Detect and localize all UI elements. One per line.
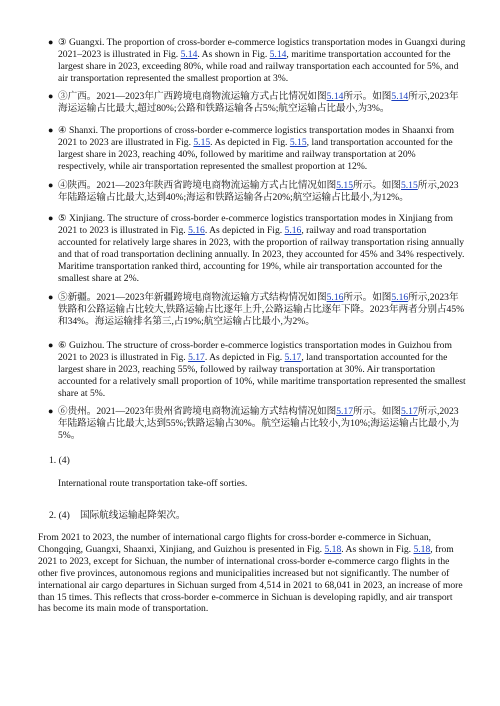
figure-link[interactable]: 5.14 xyxy=(326,91,344,102)
paragraph-text: ⑥贵州。2021—2023年贵州省跨境电商物流运输方式结构情况如图 xyxy=(58,406,337,417)
figure-link[interactable]: 5.14 xyxy=(391,91,409,102)
paragraph-text: ④ Shanxi. The proportions of cross-border e-commerce logistics transportation modes in Shaanxi from 2021 to 2023 are illustrated in Fig. xyxy=(58,125,455,148)
numbered-heading: 1. (4) xyxy=(49,455,70,466)
list-item xyxy=(48,340,466,400)
paragraph-text: ⑤ Xinjiang. The structure of cross-border e-commerce logistics transportation modes in Xinjiang from 2021 to 2023 is illustrated in Fig. xyxy=(58,213,454,236)
paragraph-text: . As depicted in Fig. xyxy=(204,351,285,363)
bullet-dot-icon: ● xyxy=(48,340,54,350)
list-item xyxy=(48,292,466,328)
body-paragraph xyxy=(38,532,466,615)
bullet-dot-icon: ● xyxy=(48,292,54,302)
paragraph-text: 所示,2023年铁路和公路运输占比较大,铁路运输占比逐年上升,公路运输占比逐年下降。2023年两者分别占45%和34%。海运运输排名第三,占19%;航空运输占比最小,为2%。 xyxy=(58,292,465,327)
paragraph-text: , land transportation accounted for the largest share in 2023, reaching 40%, followed by maritime and railway transportation at 20% respectively, while air transportation represented the smallest proportion at 12%. xyxy=(58,136,453,172)
paragraph-text: . As depicted in Fig. xyxy=(204,224,285,236)
paragraph-text: 所示,2023年海运运输占比最大,超过80%;公路和铁路运输各占5%;航空运输占比最小,为3%。 xyxy=(58,91,459,114)
bullet-dot-icon: ● xyxy=(48,91,54,101)
list-item xyxy=(48,37,466,85)
bullet-dot-icon: ● xyxy=(48,406,54,416)
paragraph-text: ③ Guangxi. The proportion of cross-border e-commerce logistics transportation modes in Guangxi during 2021–2023 is illustrated in Fig. xyxy=(58,37,466,60)
figure-link[interactable]: 5.17 xyxy=(336,406,354,417)
section-text: 国际航线运输起降架次。 xyxy=(80,510,186,521)
figure-link[interactable]: 5.16 xyxy=(284,224,302,236)
figure-link[interactable]: 5.17 xyxy=(400,406,418,417)
figure-link[interactable]: 5.15 xyxy=(400,180,418,191)
figure-link[interactable]: 5.18 xyxy=(413,543,431,555)
figure-link[interactable]: 5.15 xyxy=(336,180,354,191)
paragraph-text: 所示。如图 xyxy=(343,292,392,303)
bullet-dot-icon: ● xyxy=(48,180,54,190)
paragraph-text: 所示,2023年陆路运输占比最大,达到40%;海运和铁路运输各占20%;航空运输占比最小,为12%。 xyxy=(58,180,459,203)
list-item xyxy=(48,180,466,204)
figure-link[interactable]: 5.14 xyxy=(269,48,287,60)
paragraph-text: 所示。如图 xyxy=(343,91,392,102)
bullet-dot-icon: ● xyxy=(48,37,54,47)
figure-link[interactable]: 5.17 xyxy=(284,351,302,363)
paragraph-text: ⑥ Guizhou. The structure of cross-border e-commerce logistics transportation modes in Guizhou from 2021 to 2023 is illustrated in Fig. xyxy=(58,340,452,363)
bullet-dot-icon: ● xyxy=(48,125,54,135)
paragraph-text: . As shown in Fig. xyxy=(341,543,414,555)
paragraph-text: 所示,2023年陆路运输占比最大,达到55%;铁路运输占30%。航空运输占比较小,为10%;海运运输占比最小,为5%。 xyxy=(58,406,460,441)
paragraph-text: ③广西。2021—2023年广西跨境电商物流运输方式占比情况如图 xyxy=(58,91,327,102)
figure-link[interactable]: 5.15 xyxy=(289,136,307,148)
list-item xyxy=(48,213,466,284)
numbered-heading: 2. (4) xyxy=(49,510,70,521)
figure-link[interactable]: 5.14 xyxy=(180,48,198,60)
paragraph-text: 所示。如图 xyxy=(353,180,401,191)
paragraph-text: , railway and road transportation accounted for relatively large shares in 2023, with the proportion of railway transportation rising annually and that of road transportation declining annually. In 2023, they accounted for 45% and 34% respectively. Maritime transportation ranked third, accounting for 19%, while air transportation accounted for the smallest share at 2%. xyxy=(58,224,465,284)
paragraph-text: ④陕西。2021—2023年陕西省跨境电商物流运输方式占比情况如图 xyxy=(58,180,337,191)
list-item xyxy=(48,125,466,173)
figure-link[interactable]: 5.16 xyxy=(188,224,205,236)
bullet-dot-icon: ● xyxy=(48,213,54,223)
paragraph-text: . As depicted in Fig. xyxy=(210,136,290,148)
figure-link[interactable]: 5.15 xyxy=(193,136,211,148)
section-text: International route transportation take-off sorties. xyxy=(58,478,248,489)
paragraph-text: , land transportation accounted for the largest share in 2023, reaching 55%, followed by railway transportation at 30%. Air transportation accounted for a relatively small proportion of 10%, while maritime transportation represented the smallest share at 5%. xyxy=(58,351,466,399)
paragraph-text: 所示。如图 xyxy=(353,406,401,417)
figure-link[interactable]: 5.18 xyxy=(324,543,342,555)
paragraph-text: From 2021 to 2023, the number of international cargo flights for cross-border e-commerce in Sichuan, Chongqing, Guangxi, Shaanxi, Xinjiang, and Guizhou is presented in Fig. xyxy=(38,532,432,555)
figure-link[interactable]: 5.16 xyxy=(326,292,344,303)
paragraph-text: ⑤新疆。2021—2023年新疆跨境电商物流运输方式结构情况如图 xyxy=(58,292,327,303)
figure-link[interactable]: 5.17 xyxy=(188,351,205,363)
list-item xyxy=(48,91,466,115)
paragraph-text: , maritime transportation accounted for the largest share in 2023, exceeding 80%, while road and railway transportation each accounted for 5%, and air transportation represented the smallest proportion at 3%. xyxy=(58,48,459,84)
list-item xyxy=(48,406,466,442)
paragraph-text: . As shown in Fig. xyxy=(197,48,270,60)
paragraph-text: , from 2021 to 2023, except for Sichuan, the number of international cross-border e-commerce cargo flights in the other five provinces, autonomous regions and municipalities increased but not significantly. The number of international air cargo departures in Sichuan surged from 4,514 in 2021 to 68,041 in 2023, an increase of more than 15 times. This reflects that cross-border e-commerce in Sichuan is developing rapidly, and air transport has become its main mode of transportation. xyxy=(38,543,463,615)
figure-link[interactable]: 5.16 xyxy=(391,292,409,303)
